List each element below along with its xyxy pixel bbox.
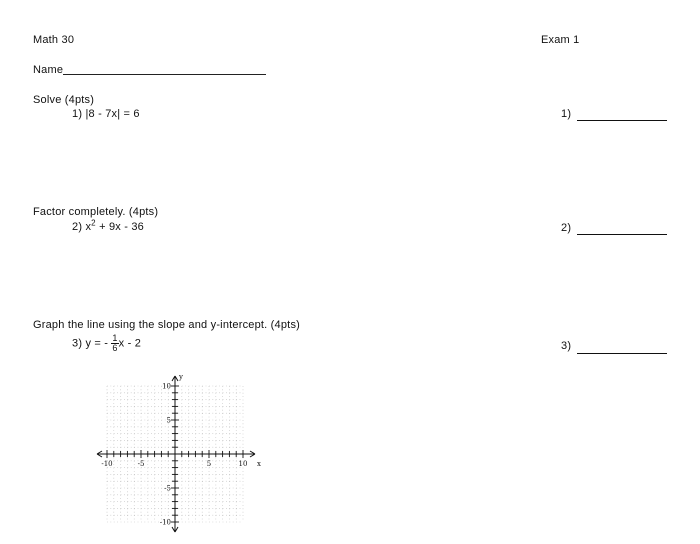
y-tick-label: 5 [166,416,171,425]
problem-3-eq-lhs: y = - [85,337,112,350]
fraction-denominator: 6 [112,343,118,353]
problem-2-exponent: 2 [91,218,96,228]
course-title: Math 30 [33,34,75,46]
answer-1-line[interactable] [577,120,667,121]
problem-1-text: |8 - 7x| = 6 [85,108,140,120]
problem-3-fraction [111,334,118,353]
x-tick-label: -5 [137,460,145,468]
problem-3-number: 3) [72,337,83,350]
x-tick-label: -10 [101,460,113,468]
y-tick-label: -5 [164,484,171,493]
y-tick-label: 10 [162,382,171,391]
problem-1-number: 1) [72,108,83,120]
problem-1 [72,108,140,120]
y-tick-label: -10 [159,518,171,527]
answer-2-line[interactable] [577,234,667,235]
y-axis-label: y [179,373,183,381]
name-blank-line[interactable] [63,74,266,75]
coordinate-grid[interactable] [80,366,270,544]
problem-3-eq-rhs: x - 2 [118,337,142,350]
x-tick-label: 5 [206,460,212,468]
answer-1-label: 1) [561,108,572,120]
problem-2-expr-rest: + 9x - 36 [95,221,144,233]
name-label: Name [33,64,64,76]
section-2-heading: Factor completely. (4pts) [33,206,159,218]
problem-3 [72,334,141,353]
exam-title: Exam 1 [541,34,580,46]
answer-2-label: 2) [561,222,572,234]
answer-3-label: 3) [561,340,572,352]
x-axis-label: x [257,460,261,468]
x-tick-label: 10 [238,460,248,468]
fraction-numerator: 1 [112,333,118,343]
problem-2-expr-base: x [85,221,92,233]
answer-3-line[interactable] [577,353,667,354]
problem-2-number: 2) [72,221,83,233]
section-3-heading: Graph the line using the slope and y-intercept. (4pts) [33,319,301,331]
section-1-heading: Solve (4pts) [33,94,95,106]
problem-2 [72,218,144,233]
